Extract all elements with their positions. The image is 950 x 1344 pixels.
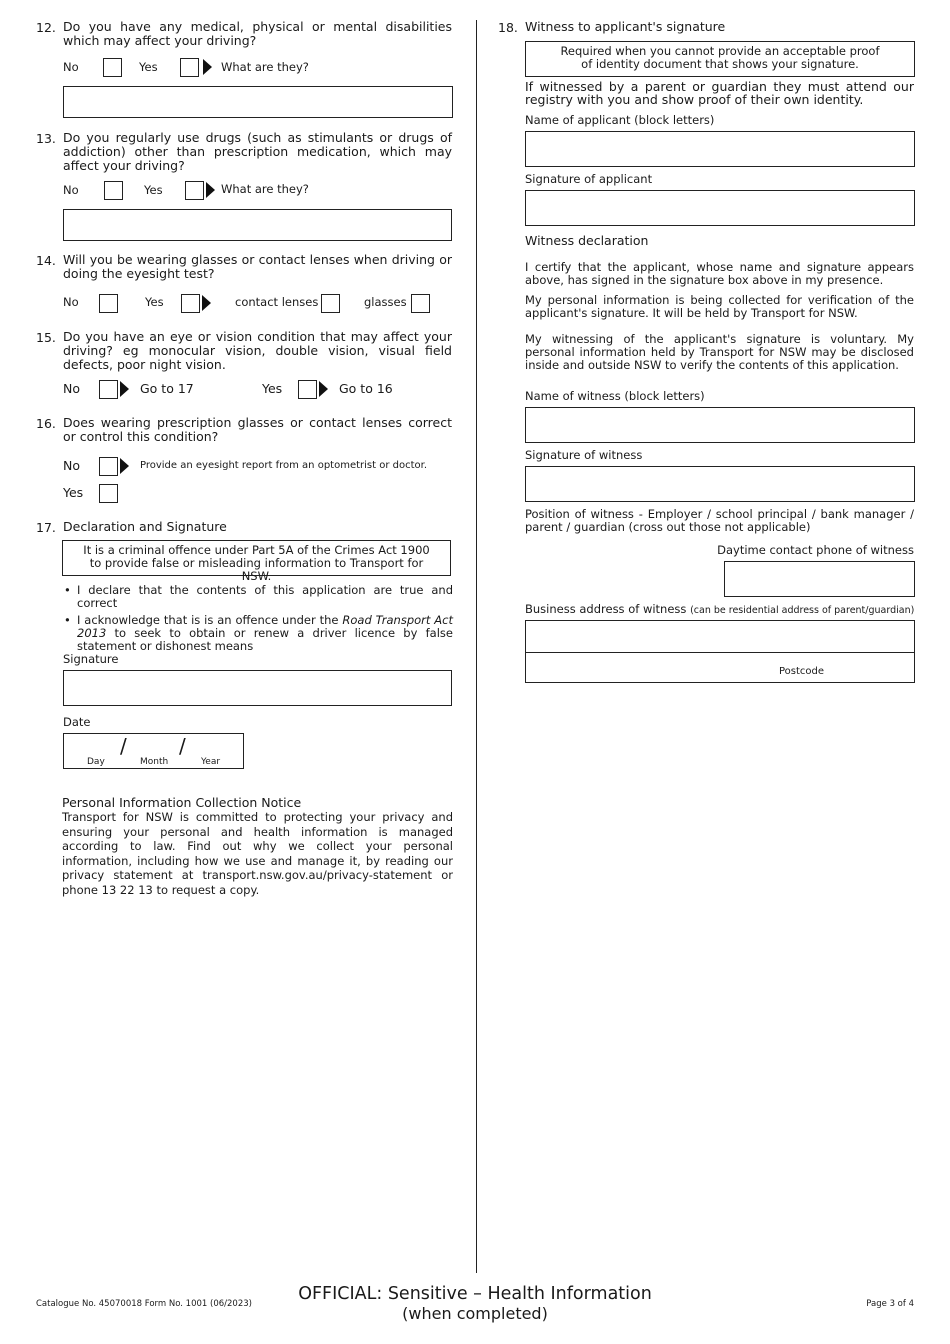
- q12-no-checkbox[interactable]: [103, 58, 122, 77]
- q18-required-text: Required when you cannot provide an acceptable proof of identity document that shows your signature.: [560, 44, 880, 71]
- official-when-completed: (when completed): [402, 1304, 548, 1323]
- q18-required-box: [525, 41, 915, 77]
- q14-yes-checkbox[interactable]: [181, 294, 200, 313]
- q16-no-checkbox[interactable]: [99, 457, 118, 476]
- arrow-right-icon: [319, 381, 328, 397]
- witness-address-label: Business address of witness: [525, 602, 687, 616]
- applicant-signature-label: Signature of applicant: [525, 172, 653, 186]
- q12-number: 12.: [36, 20, 56, 35]
- q17-title: Declaration and Signature: [63, 519, 227, 534]
- official-classification: OFFICIAL: Sensitive – Health Information: [298, 1284, 652, 1304]
- q12-no-label: No: [63, 60, 79, 74]
- q14-number: 14.: [36, 253, 56, 268]
- page-number: Page 3 of 4: [866, 1299, 914, 1309]
- q17-declarations: [63, 584, 453, 657]
- q16-question: Does wearing prescription glasses or contact lenses correct or control this condition?: [63, 415, 452, 444]
- q16-yes-checkbox[interactable]: [99, 484, 118, 503]
- q14-contact-checkbox[interactable]: [321, 294, 340, 313]
- witness-signature-field[interactable]: [525, 466, 915, 502]
- witness-address-note: (can be residential address of parent/guardian): [690, 605, 915, 616]
- q14-contact-label: contact lenses: [235, 295, 319, 309]
- date-slash-2: /: [179, 734, 186, 758]
- address-divider: [526, 652, 914, 653]
- q17-signature-label: Signature: [63, 652, 119, 666]
- arrow-right-icon: [203, 59, 212, 75]
- q15-no-label: No: [63, 381, 80, 396]
- applicant-name-label: Name of applicant (block letters): [525, 113, 715, 127]
- privacy-body: Transport for NSW is committed to protecting your privacy and ensuring your personal and health information is managed according to law. Find out why we collect your personal information, including how we use and manage it, by reading our privacy statement at transport.nsw.gov.au/privacy-statement or phone 13 22 13 to request a copy.: [62, 810, 453, 897]
- witness-phone-field[interactable]: [724, 561, 915, 597]
- privacy-title: Personal Information Collection Notice: [62, 795, 302, 810]
- q15-yes-goto: Go to 16: [339, 381, 393, 396]
- q17-warning-text: It is a criminal offence under Part 5A of the Crimes Act 1900 to provide false or misleading information to Transport for NSW.: [83, 543, 430, 583]
- witness-address-field[interactable]: [525, 620, 915, 683]
- q18-number: 18.: [498, 20, 518, 35]
- q12-what-label: What are they?: [221, 60, 309, 74]
- date-slash-1: /: [120, 734, 127, 758]
- witness-phone-label: Daytime contact phone of witness: [717, 543, 914, 557]
- date-day-label: Day: [87, 757, 105, 767]
- q17-bullet-2-pre: I acknowledge that is is an offence under the: [77, 613, 343, 627]
- q13-no-checkbox[interactable]: [104, 181, 123, 200]
- date-month-label: Month: [140, 757, 169, 767]
- q17-bullet-1: [63, 584, 453, 610]
- q14-no-label: No: [63, 295, 79, 309]
- q14-no-checkbox[interactable]: [99, 294, 118, 313]
- q17-bullet-1-text: I declare that the contents of this application are true and correct: [77, 583, 453, 610]
- witness-declaration-title: Witness declaration: [525, 233, 649, 248]
- q15-no-checkbox[interactable]: [99, 380, 118, 399]
- witness-address-label-row: [525, 603, 914, 617]
- column-divider: [476, 20, 477, 1273]
- q17-date-field[interactable]: [63, 733, 244, 769]
- q17-number: 17.: [36, 520, 56, 535]
- q14-question: Will you be wearing glasses or contact lenses when driving or doing the eyesight test?: [63, 252, 452, 281]
- q12-question: Do you have any medical, physical or mental disabilities which may affect your driving?: [63, 19, 452, 48]
- q13-what-label: What are they?: [221, 182, 309, 196]
- postcode-label: Postcode: [779, 666, 825, 677]
- q12-yes-label: Yes: [139, 60, 158, 74]
- q18-title: Witness to applicant's signature: [525, 19, 726, 34]
- q16-number: 16.: [36, 416, 56, 431]
- q13-number: 13.: [36, 131, 56, 146]
- q13-yes-label: Yes: [144, 183, 163, 197]
- q17-signature-field[interactable]: [63, 670, 452, 706]
- witness-declaration-2: My personal information is being collected for verification of the applicant's signature. It will be held by Transport for NSW.: [525, 293, 914, 320]
- q14-glasses-label: glasses: [364, 295, 407, 309]
- witness-declaration-1: I certify that the applicant, whose name and signature appears above, has signed in the signature box above in my presence.: [525, 260, 914, 287]
- q15-question: Do you have an eye or vision condition that may affect your driving? eg monocular vision, double vision, visual field defects, poor night vision.: [63, 329, 452, 372]
- witness-position-label: Position of witness - Employer / school principal / bank manager / parent / guardian (cross out those not applicable): [525, 507, 914, 534]
- q17-bullet-2-act: Road Transport Act 2013: [77, 613, 453, 640]
- q12-yes-checkbox[interactable]: [180, 58, 199, 77]
- catalogue-number: Catalogue No. 45070018 Form No. 1001 (06/2023): [36, 1299, 252, 1309]
- q12-details-field[interactable]: [63, 86, 453, 118]
- q16-no-note: Provide an eyesight report from an optometrist or doctor.: [140, 460, 427, 471]
- q15-yes-checkbox[interactable]: [298, 380, 317, 399]
- arrow-right-icon: [206, 182, 215, 198]
- q16-yes-label: Yes: [63, 485, 84, 500]
- q13-yes-checkbox[interactable]: [185, 181, 204, 200]
- q15-no-goto: Go to 17: [140, 381, 194, 396]
- q13-question: Do you regularly use drugs (such as stimulants or drugs of addiction) other than prescription medication, which may affect your driving?: [63, 130, 452, 173]
- date-year-label: Year: [201, 757, 221, 767]
- applicant-signature-field[interactable]: [525, 190, 915, 226]
- q18-parent-note: If witnessed by a parent or guardian they must attend our registry with you and show proof of their own identity.: [525, 79, 914, 107]
- q13-no-label: No: [63, 183, 79, 197]
- witness-signature-label: Signature of witness: [525, 448, 643, 462]
- arrow-right-icon: [120, 458, 129, 474]
- witness-declaration-3: My witnessing of the applicant's signature is voluntary. My personal information held by Transport for NSW may be disclosed inside and outside NSW to verify the contents of this application.: [525, 332, 914, 372]
- q17-bullet-2: [63, 614, 453, 653]
- witness-name-field[interactable]: [525, 407, 915, 443]
- q16-no-label: No: [63, 458, 80, 473]
- applicant-name-field[interactable]: [525, 131, 915, 167]
- q17-date-label: Date: [63, 715, 91, 729]
- arrow-right-icon: [202, 295, 211, 311]
- arrow-right-icon: [120, 381, 129, 397]
- q13-details-field[interactable]: [63, 209, 452, 241]
- witness-name-label: Name of witness (block letters): [525, 389, 705, 403]
- q17-warning-box: [62, 540, 451, 583]
- q14-yes-label: Yes: [145, 295, 164, 309]
- q14-glasses-checkbox[interactable]: [411, 294, 430, 313]
- q17-bullet-2-post: to seek to obtain or renew a driver licence by false statement or dishonest means: [77, 626, 453, 653]
- q15-yes-label: Yes: [262, 381, 283, 396]
- q15-number: 15.: [36, 330, 56, 345]
